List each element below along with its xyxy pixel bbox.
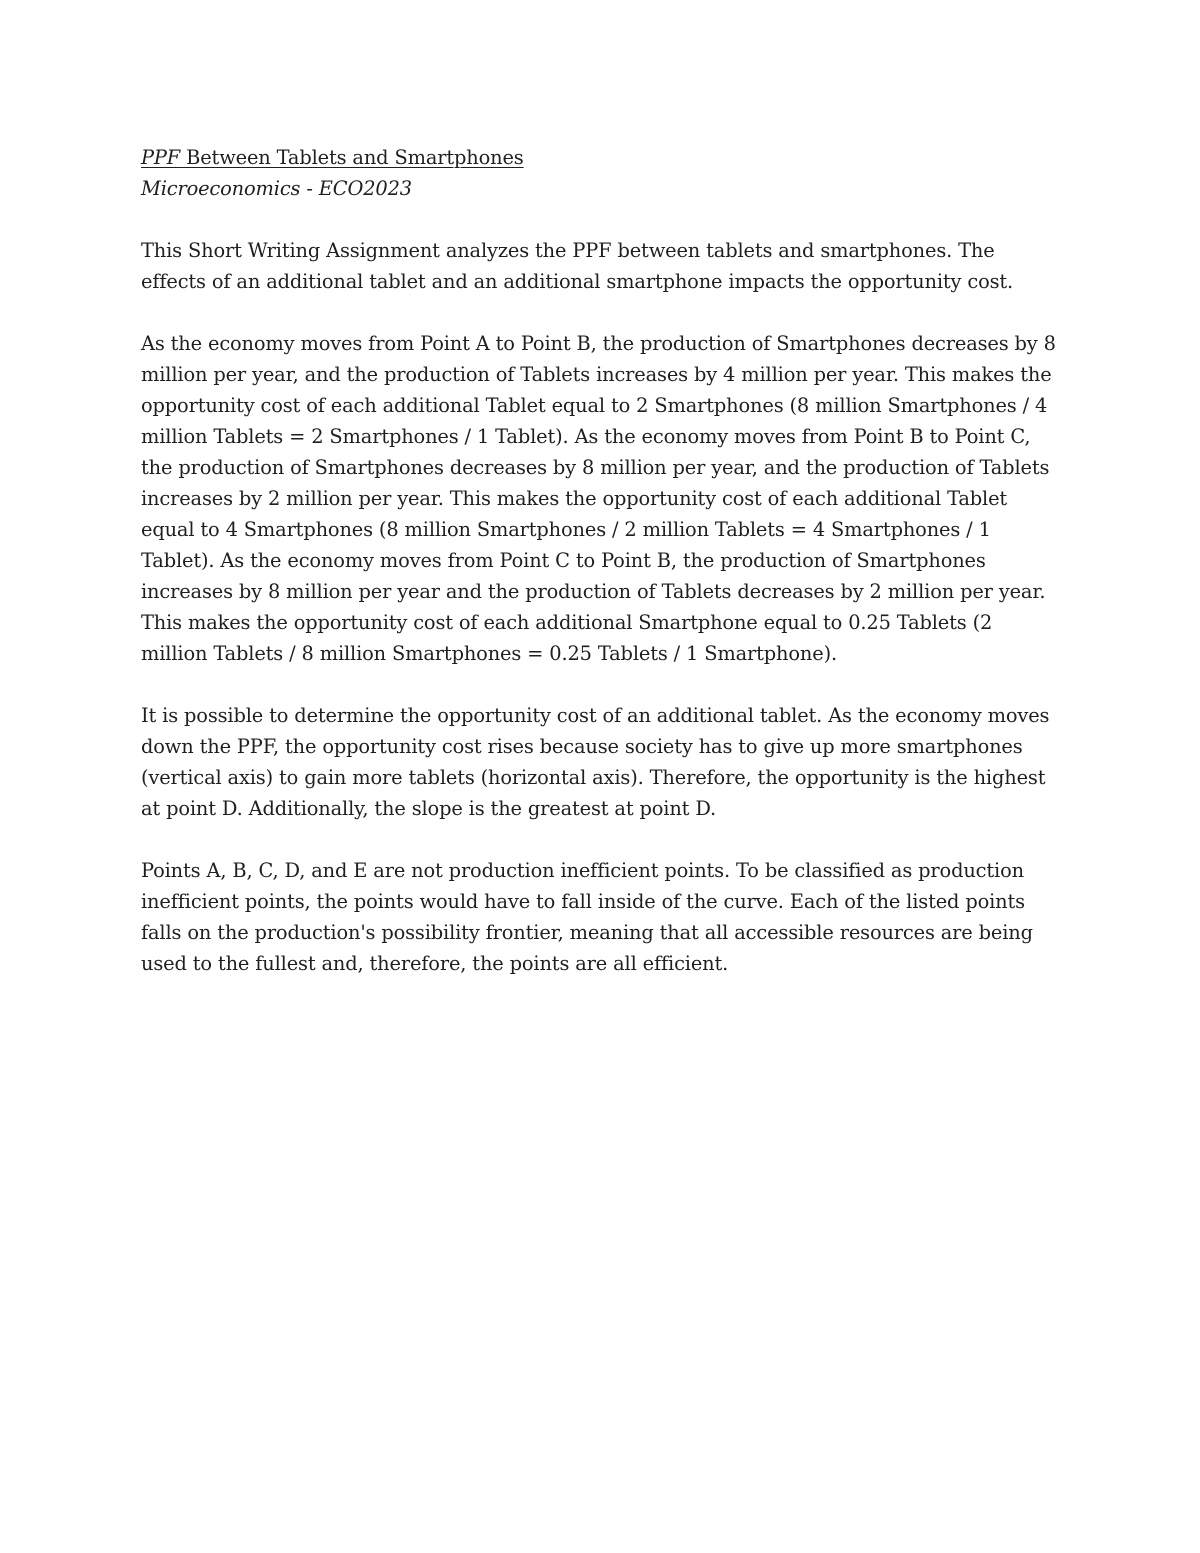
- paragraph-introduction: This Short Writing Assignment analyzes the PPF between tablets and smartphones. The effects of an additional tablet and an additional smartphone impacts the opportunity cost.: [141, 239, 1014, 293]
- title-ppf-abbreviation: PPF: [141, 146, 181, 169]
- title-text: Between Tablets and Smartphones: [180, 146, 524, 169]
- paragraph-increasing-opportunity-cost: It is possible to determine the opportunity cost of an additional tablet. As the economy moves down the PPF, the opportunity cost rises because society has to give up more smartphones (vertical axis) to gain more tablets (horizontal axis). Therefore, the opportunity is the highest at point D. Additionally, the slope is the greatest at point D.: [141, 704, 1050, 820]
- document-body: [141, 142, 1061, 979]
- document-title: [141, 142, 1061, 173]
- course-subtitle: Microeconomics - ECO2023: [141, 177, 412, 200]
- paragraph-opportunity-cost-calculations: As the economy moves from Point A to Point B, the production of Smartphones decreases by 8 million per year, and the production of Tablets increases by 4 million per year. This makes the opportunity cost of each additional Tablet equal to 2 Smartphones (8 million Smartphones / 4 million Tablets = 2 Smartphones / 1 Tablet). As the economy moves from Point B to Point C, the production of Smartphones decreases by 8 million per year, and the production of Tablets increases by 2 million per year. This makes the opportunity cost of each additional Tablet equal to 4 Smartphones (8 million Smartphones / 2 million Tablets = 4 Smartphones / 1 Tablet). As the economy moves from Point C to Point B, the production of Smartphones increases by 8 million per year and the production of Tablets decreases by 2 million per year. This makes the opportunity cost of each additional Smartphone equal to 0.25 Tablets (2 million Tablets / 8 million Smartphones = 0.25 Tablets / 1 Smartphone).: [141, 332, 1056, 665]
- paragraph-efficiency: Points A, B, C, D, and E are not production inefficient points. To be classified as production inefficient points, the points would have to fall inside of the curve. Each of the listed points falls on the production's possibility frontier, meaning that all accessible resources are being used to the fullest and, therefore, the points are all efficient.: [141, 859, 1033, 975]
